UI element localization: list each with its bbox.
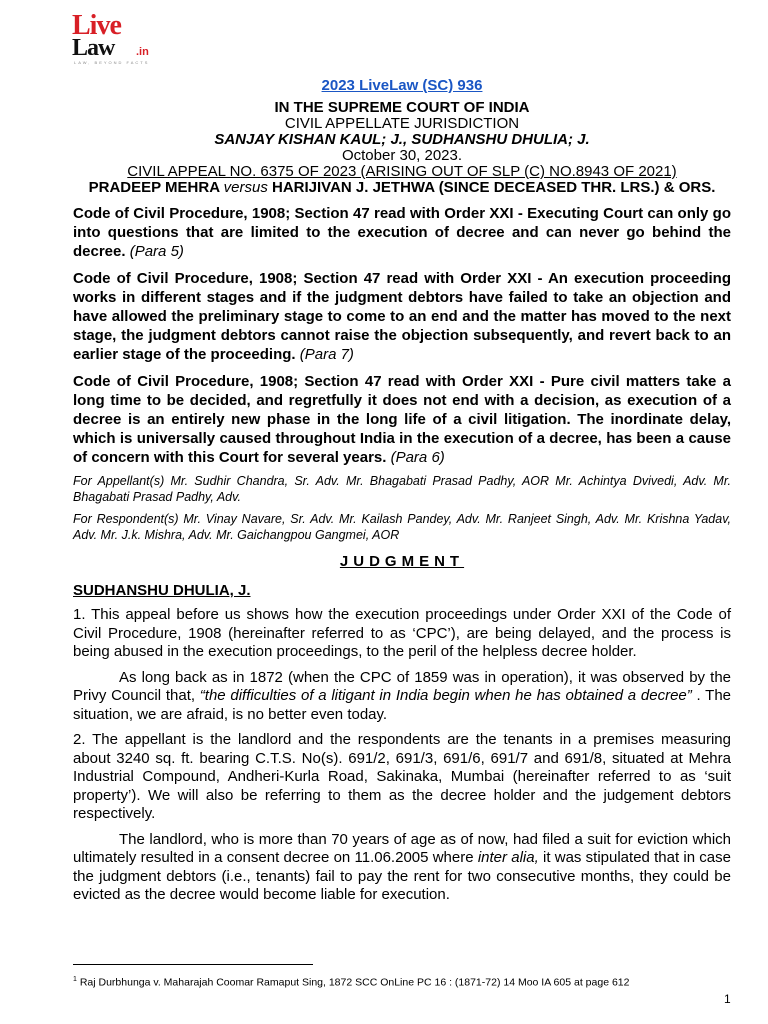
paragraph-text: it was stipulated that in case the judgment debtors (i.e., tenants) fail to pay the rent for two consecutive months, they could be evicted as the decree would become liable for execution. [73, 849, 731, 903]
footnote-divider [73, 964, 313, 965]
paragraph-text: . The situation, we are afraid, is no better even today. [73, 687, 731, 723]
page-number: 1 [724, 992, 731, 1006]
headnote-para: (Para 5) [129, 243, 184, 260]
parties [73, 180, 731, 196]
paragraph-consent-decree [73, 831, 731, 905]
inter-alia-text: inter alia, [477, 849, 539, 866]
judgment-date: October 30, 2023. [341, 147, 463, 164]
respondent-counsel: For Respondent(s) Mr. Vinay Navare, Sr. Adv. Mr. Kailash Pandey, Adv. Mr. Ranjeet Singh, Adv. Mr. Krishna Yadav, Adv. Mr. J.k. Mishra, Adv. Mr. Gaichangpou Gangmei, AOR [73, 512, 731, 542]
footnote [73, 973, 731, 990]
paragraph-1: 1. This appeal before us shows how the execution proceedings under Order XXI of the Code of Civil Procedure, 1908 (hereinafter referred to as ‘CPC’), are being delayed, and the process is being abused in the execution proceedings, to the peril of the helpless decree holder. [73, 606, 731, 660]
headnote-text: Code of Civil Procedure, 1908; Section 47 read with Order XXI - Executing Court can only go into questions that are limited to the execution of decree and can never go behind the decree. [73, 205, 731, 260]
paragraph-text: The landlord, who is more than 70 years of age as of now, had filed a suit for eviction which ultimately resulted in a consent decree on 11.06.2005 where [73, 830, 731, 866]
appellant-counsel: For Appellant(s) Mr. Sudhir Chandra, Sr. Adv. Mr. Bhagabati Prasad Padhy, AOR Mr. Achintya Dvivedi, Adv. Mr. Bhagabati Prasad Padhy, Adv. [73, 474, 731, 504]
paragraph-text: As long back as in 1872 (when the CPC of 1859 was in operation), it was observed by the Privy Council that, [73, 668, 731, 704]
logo-suffix: .in [136, 46, 149, 58]
logo-tagline: LAW, BEYOND FACTS [74, 60, 150, 65]
judgment-heading: JUDGMENT [339, 553, 465, 570]
judgment-author: SUDHANSHU DHULIA, J. [73, 582, 251, 599]
appellant-name: PRADEEP MEHRA [88, 179, 220, 196]
logo-law: Law [72, 35, 115, 61]
paragraph-privy-council [73, 669, 731, 725]
document-body [73, 78, 731, 905]
footnote-mark: 1 [73, 976, 77, 983]
case-number: CIVIL APPEAL NO. 6375 OF 2023 (ARISING OUT OF SLP (C) NO.8943 OF 2021) [127, 163, 677, 180]
headnote-text: Code of Civil Procedure, 1908; Section 47 read with Order XXI - An execution proceeding works in different stages and if the judgment debtors have failed to take an objection and have allowed the preliminary stage to come to an end and the matter has moved to the next stage, the judgment debtors cannot raise the objection subsequently, and revert back to an earlier stage of the proceeding. [73, 270, 731, 363]
headnote-text: Code of Civil Procedure, 1908; Section 47 read with Order XXI - Pure civil matters take a long time to be decided, and regretfully it does not end with a decision, as execution of a decree is an entirely new phase in the long life of a civil litigation. The inordinate delay, which is universally caused throughout India in the execution of a decree, has been a cause of concern with this Court for several years. [73, 373, 731, 466]
headnote [73, 372, 731, 467]
paragraph-2: 2. The appellant is the landlord and the respondents are the tenants in a premises measuring about 3240 sq. ft. bearing C.T.S. No(s). 691/2, 691/3, 691/6, 691/7 and 691/8, situated at Mehra Industrial Compound, Andheri-Kurla Road, Sakinaka, Mumbai (hereinafter referred to as ‘suit property’). We will also be referring to them as the decree holder and the judgement debtors respectively. [73, 731, 731, 822]
logo-live: Live [72, 10, 121, 41]
livelaw-logo [72, 10, 192, 65]
quote-text: “the difficulties of a litigant in India begin when he has obtained a decree” [199, 687, 692, 704]
versus-text: versus [223, 179, 268, 196]
headnote [73, 204, 731, 261]
court-name: IN THE SUPREME COURT OF INDIA [274, 99, 530, 116]
jurisdiction: CIVIL APPELLATE JURISDICTION [284, 115, 520, 132]
bench: SANJAY KISHAN KAUL; J., SUDHANSHU DHULIA; J. [214, 131, 590, 148]
citation-link[interactable]: 2023 LiveLaw (SC) 936 [321, 77, 483, 94]
headnote [73, 269, 731, 364]
footnote-text: Raj Durbhunga v. Maharajah Coomar Ramaput Sing, 1872 SCC OnLine PC 16 : (1871-72) 14 Moo IA 605 at page 612 [79, 976, 630, 989]
headnote-para: (Para 6) [390, 449, 445, 466]
respondent-name: HARIJIVAN J. JETHWA (SINCE DECEASED THR. LRS.) & ORS. [272, 179, 716, 196]
headnote-para: (Para 7) [299, 346, 354, 363]
